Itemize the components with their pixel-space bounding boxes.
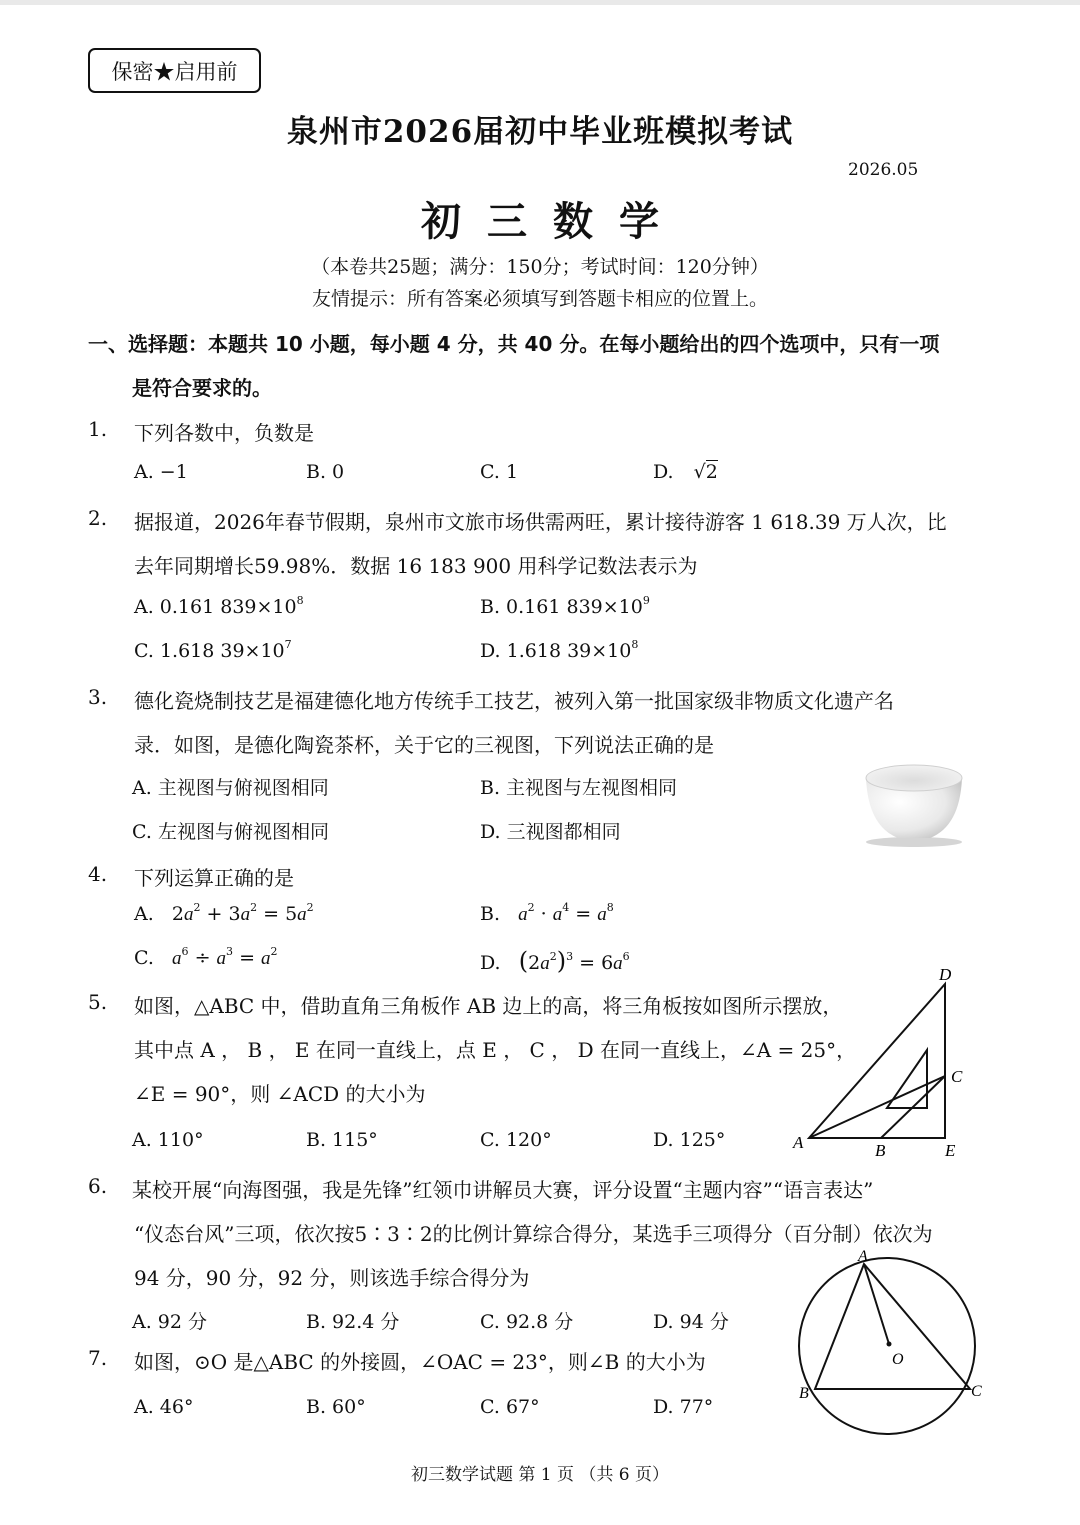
question-number: 1. xyxy=(88,417,108,441)
exam-title: 泉州市2026届初中毕业班模拟考试 xyxy=(286,114,794,150)
question-stem-cont: ∠E = 90°，则 ∠ACD 的大小为 xyxy=(134,1082,426,1106)
subject-title: 初三数学 xyxy=(421,198,685,245)
option-d: D. 三视图都相同 xyxy=(480,821,621,843)
label-o: O xyxy=(892,1351,904,1368)
option-c: C. 1.618 $39\times 10^7$ xyxy=(134,638,292,662)
option-d: D. 125° xyxy=(653,1129,726,1151)
question-stem: 下列运算正确的是 xyxy=(134,866,294,890)
question-stem-cont: 94 分，90 分，92 分，则该选手综合得分为 xyxy=(134,1266,530,1290)
section-heading-cont: 是符合要求的。 xyxy=(132,376,272,400)
question-stem-cont: 去年同期增长59.98%．数据 16 183 900 用科学记数法表示为 xyxy=(134,554,698,578)
option-c: C. 92.8 分 xyxy=(480,1311,574,1333)
option-c: C. 1 xyxy=(480,461,519,483)
triangle-ruler-outer xyxy=(809,984,945,1138)
page-footer: 初三数学试题 第 1 页 （共 6 页） xyxy=(410,1465,670,1485)
option-c: C. $a^6 \div a^3 = a^2$ xyxy=(134,945,278,969)
radical-sign: √ xyxy=(693,461,706,483)
option-b: B. 0 xyxy=(306,461,345,483)
radius-oa xyxy=(864,1264,889,1344)
option-label: D. xyxy=(653,461,674,483)
label-a: A xyxy=(793,1133,804,1152)
question-number: 6. xyxy=(88,1174,108,1198)
figure-q5-triangles xyxy=(785,960,975,1160)
figure-q7-circle xyxy=(792,1246,992,1446)
question-number: 7. xyxy=(88,1346,108,1370)
option-a: A. $2a^2 + 3a^2 = 5a^2$ xyxy=(134,901,314,925)
sqrt-expression xyxy=(694,461,718,483)
confidential-stamp: 保密★启用前 xyxy=(88,48,261,93)
option-d: D. 77° xyxy=(653,1396,714,1418)
option-a: A. 主视图与俯视图相同 xyxy=(132,777,329,799)
question-stem: 如图，△ABC 中，借助直角三角板作 AB 边上的高，将三角板按如图所示摆放， xyxy=(134,994,843,1018)
question-stem: 德化瓷烧制技艺是福建德化地方传统手工技艺，被列入第一批国家级非物质文化遗产名 xyxy=(134,689,894,713)
option-b: B. 92.4 分 xyxy=(306,1311,400,1333)
question-number: 2. xyxy=(88,506,108,530)
label-b: B xyxy=(875,1141,886,1160)
question-stem: 如图，⊙O 是△ABC 的外接圆，∠OAC = 23°，则∠B 的大小为 xyxy=(134,1350,706,1374)
option-c: C. 120° xyxy=(480,1129,552,1151)
label-a: A xyxy=(858,1248,868,1265)
option-b: B. 60° xyxy=(306,1396,366,1418)
option-a: A. 110° xyxy=(132,1129,204,1151)
exam-date: 2026.05 xyxy=(848,160,919,180)
option-b: B. 主视图与左视图相同 xyxy=(480,777,678,799)
question-stem: 某校开展“向海图强，我是先锋”红领巾讲解员大赛，评分设置“主题内容”“语言表达” xyxy=(132,1178,874,1202)
radicand: 2 xyxy=(705,461,718,483)
top-band xyxy=(0,0,1080,5)
label-c: C xyxy=(971,1383,982,1400)
label-e: E xyxy=(945,1141,956,1160)
question-stem: 据报道，2026年春节假期，泉州市文旅市场供需两旺，累计接待游客 1 618.39 万人次，比 xyxy=(134,510,947,534)
center-point xyxy=(887,1342,892,1347)
label-b: B xyxy=(799,1385,809,1402)
option-d xyxy=(653,461,718,483)
circumcircle xyxy=(799,1258,975,1434)
option-c: C. 左视图与俯视图相同 xyxy=(132,821,329,843)
question-stem: 下列各数中，负数是 xyxy=(134,421,314,445)
option-d: D. 1.618 $39\times 10^8$ xyxy=(480,638,639,662)
option-b: B. 0.161 $839\times 10^9$ xyxy=(480,594,650,618)
teacup-image xyxy=(858,756,970,848)
option-d: D. $(2a^2)^3 = 6a^6$ xyxy=(480,947,630,975)
option-a: A. −1 xyxy=(134,461,188,483)
question-number: 3. xyxy=(88,685,108,709)
option-a: A. 46° xyxy=(134,1396,194,1418)
option-c: C. 67° xyxy=(480,1396,540,1418)
label-c: C xyxy=(951,1067,963,1086)
question-stem-cont: 录．如图，是德化陶瓷茶杯，关于它的三视图，下列说法正确的是 xyxy=(134,733,714,757)
option-d: D. 94 分 xyxy=(653,1311,729,1333)
question-stem-cont: 其中点 A ， B ， E 在同一直线上，点 E ， C ， D 在同一直线上，∠A = 25°， xyxy=(134,1038,857,1062)
label-d: D xyxy=(939,965,952,984)
section-heading: 一、选择题：本题共 10 小题，每小题 4 分，共 40 分。在每小题给出的四个选项中，只有一项 xyxy=(88,332,940,356)
option-a: A. 92 分 xyxy=(132,1311,208,1333)
question-number: 4. xyxy=(88,862,108,886)
friendly-tip: 友情提示：所有答案必须填写到答题卡相应的位置上。 xyxy=(311,288,768,310)
option-b: B. $a^2 \cdot a^4 = a^8$ xyxy=(480,901,614,925)
question-stem-cont: “仪态台风”三项，依次按5∶3∶2的比例计算综合得分，某选手三项得分（百分制）依次为 xyxy=(134,1222,933,1246)
question-number: 5. xyxy=(88,990,108,1014)
option-b: B. 115° xyxy=(306,1129,378,1151)
option-a: A. 0.161 $839\times 10^8$ xyxy=(134,594,304,618)
exam-info: （本卷共25题；满分：150分；考试时间：120分钟） xyxy=(311,256,769,278)
